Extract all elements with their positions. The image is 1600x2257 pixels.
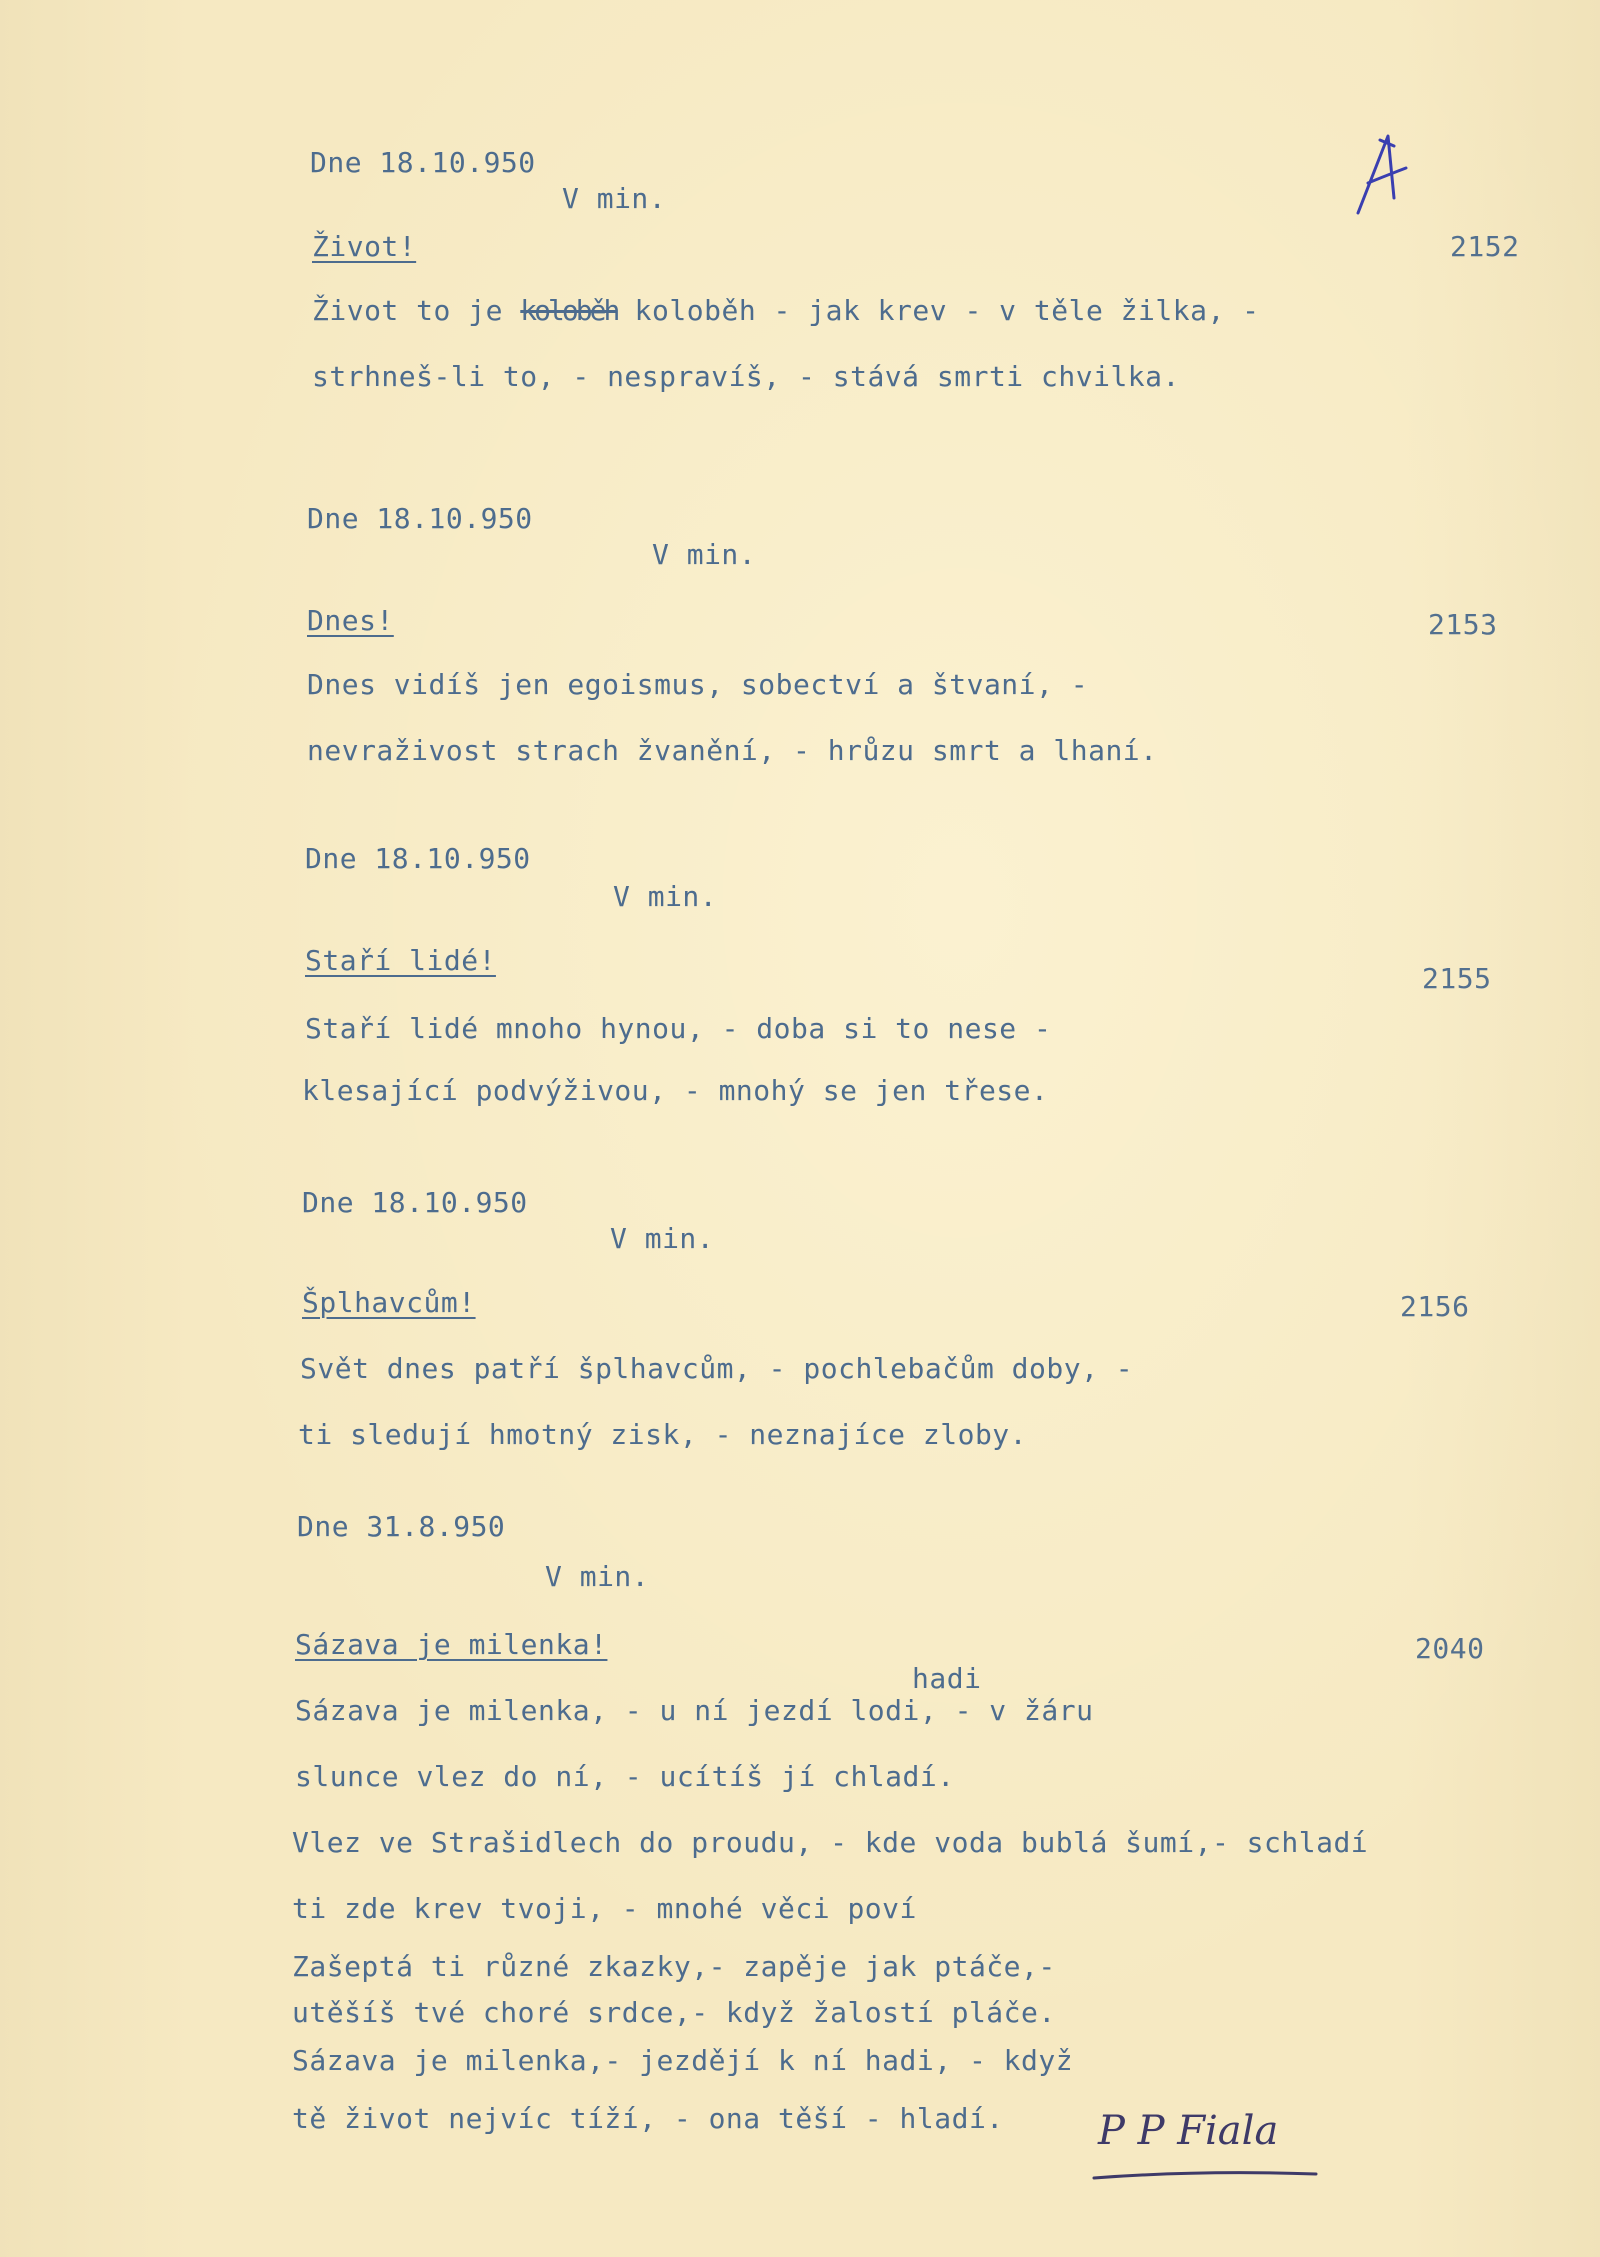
entry-date: Dne 18.10.950 <box>302 1186 528 1219</box>
poem-line: slunce vlez do ní, - ucítíš jí chladí. <box>295 1760 955 1793</box>
entry-title: Staří lidé! <box>305 944 496 977</box>
struck-word: koloběh <box>520 294 618 327</box>
entry-date: Dne 18.10.950 <box>310 146 536 179</box>
poem-line: Sázava je milenka,- jezdějí k ní hadi, - když <box>292 2044 1074 2077</box>
poem-line: Vlez ve Strašidlech do proudu, - kde voda bublá šumí,- schladí <box>292 1826 1369 1859</box>
line-segment: Život to je <box>312 294 521 327</box>
poem-line: Sázava je milenka, - u ní jezdí lodi, - v žáru <box>295 1694 1094 1727</box>
entry-line-2: nevraživost strach žvanění, - hrůzu smrt a lhaní. <box>307 734 1158 767</box>
entry-line-1: Dnes vidíš jen egoismus, sobectví a štvaní, - <box>307 668 1089 701</box>
poem-line: Zašeptá ti různé zkazky,- zapěje jak ptáče,- <box>292 1950 1056 1983</box>
entry-title: Šplhavcům! <box>302 1286 476 1319</box>
entry-number: 2155 <box>1422 962 1492 995</box>
entry-line-1: Svět dnes patří šplhavcům, - pochlebačům doby, - <box>300 1352 1134 1385</box>
poem-line: tě život nejvíc tíží, - ona těší - hladí. <box>292 2102 1004 2135</box>
entry-number: 2152 <box>1450 230 1520 263</box>
entry-title: Život! <box>312 230 417 263</box>
entry-date: Dne 31.8.950 <box>297 1510 506 1543</box>
handwritten-insert: hadi <box>912 1662 982 1695</box>
line-segment: koloběh - jak krev - v těle žilka, - <box>617 294 1260 327</box>
entry-title: Dnes! <box>307 604 394 637</box>
entry-place: V min. <box>613 880 718 913</box>
entry-line-2: ti sledují hmotný zisk, - neznajíce zloby. <box>298 1418 1028 1451</box>
poem-line: ti zde krev tvoji, - mnohé věci poví <box>292 1892 917 1925</box>
entry-number: 2040 <box>1415 1632 1485 1665</box>
entry-line-2: klesající podvýživou, - mnohý se jen třese. <box>302 1074 1049 1107</box>
handwritten-a-mark <box>1350 128 1420 218</box>
entry-place: V min. <box>545 1560 650 1593</box>
signature: P P Fiala <box>1098 2108 1279 2154</box>
entry-place: V min. <box>652 538 757 571</box>
entry-place: V min. <box>610 1222 715 1255</box>
entry-line-1 <box>312 294 1260 327</box>
entry-date: Dne 18.10.950 <box>307 502 533 535</box>
entry-date: Dne 18.10.950 <box>305 842 531 875</box>
entry-place: V min. <box>562 182 667 215</box>
entry-number: 2153 <box>1428 608 1498 641</box>
entry-line-2: strhneš-li to, - nespravíš, - stává smrti chvilka. <box>312 360 1180 393</box>
entry-line-1: Staří lidé mnoho hynou, - doba si to nese - <box>305 1012 1052 1045</box>
poem-line: utěšíš tvé choré srdce,- když žalostí pláče. <box>292 1996 1056 2029</box>
entry-number: 2156 <box>1400 1290 1470 1323</box>
entry-title: Sázava je milenka! <box>295 1628 608 1661</box>
